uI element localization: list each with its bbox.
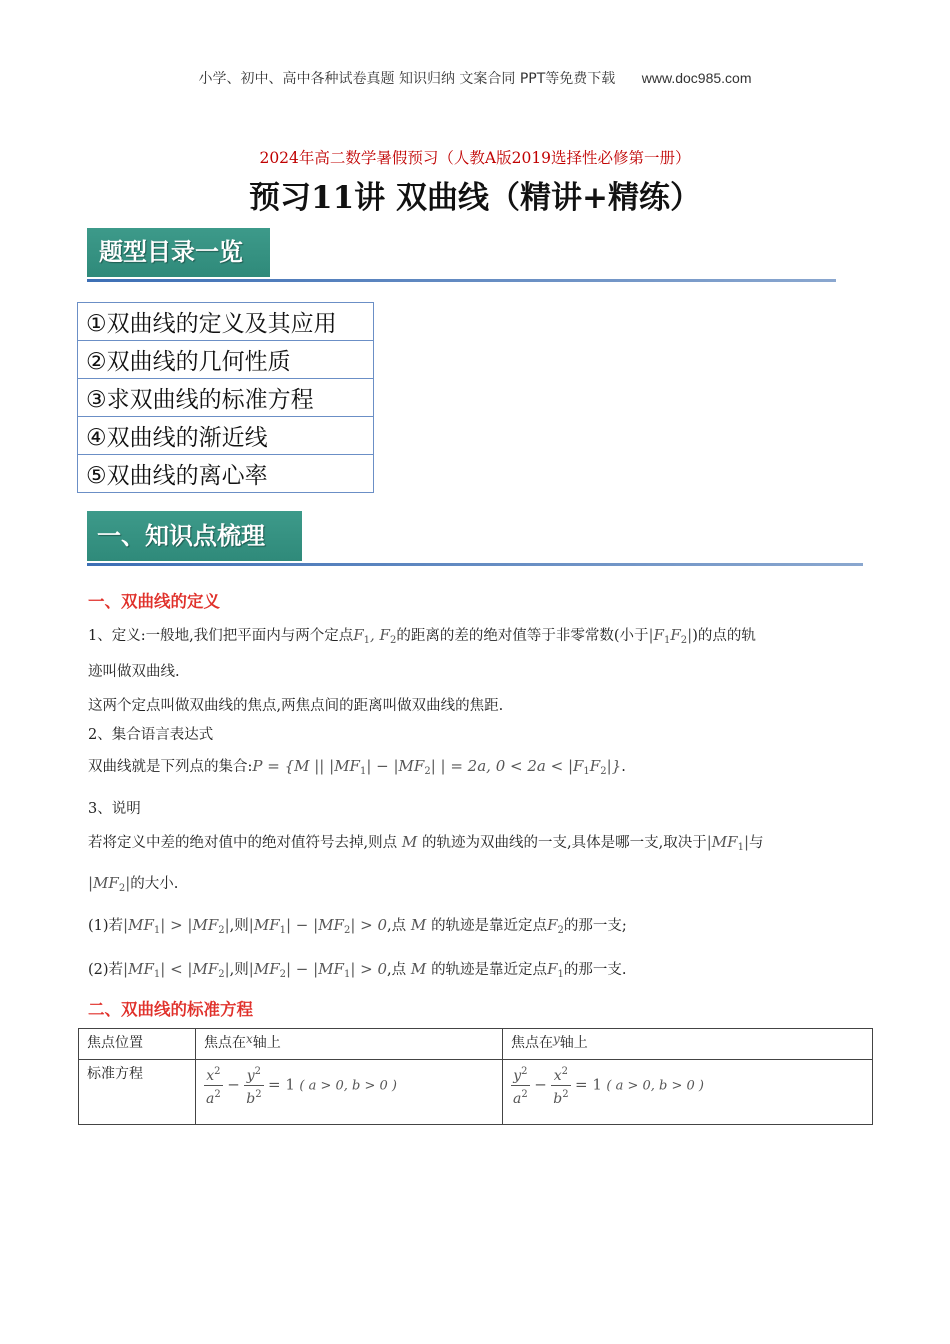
note-line-2: $|MF_2|$的大小. (88, 874, 179, 894)
equation-y-axis: $\frac{y^2}{a^2}$ − $\frac{x^2}{b^2}$ = 1 ( a > 0, b > 0 ) (503, 1060, 873, 1125)
header-focus-y: 焦点在y轴上 (503, 1029, 873, 1060)
toc-divider (87, 279, 836, 282)
note-line-1: 若将定义中差的绝对值中的绝对值符号去掉,则点 M 的轨迹为双曲线的一支,具体是哪一支,取决于$|MF_1|$与 (88, 833, 764, 853)
definition-line-2: 迹叫做双曲线. (88, 664, 180, 680)
case-2-line: (2)若$|MF_1| < |MF_2|$,则$|MF_2| - |MF_1| > 0$,点 M 的轨迹是靠近定点$F_1$的那一支. (88, 960, 627, 980)
doc-subtitle: 2024年高二数学暑假预习（人教A版2019选择性必修第一册） (259, 149, 691, 167)
toc-item: ①双曲线的定义及其应用 (78, 303, 374, 341)
knowledge-section-tag: 一、知识点梳理 (87, 511, 302, 561)
header-focus-position: 焦点位置 (79, 1029, 196, 1060)
row-standard-equation-label: 标准方程 (79, 1060, 196, 1125)
math-f1-f2: $F_1$, $F_2$ (353, 626, 397, 646)
toc-item: ④双曲线的渐近线 (78, 417, 374, 455)
doc-title: 预习11讲 双曲线（精讲+精练） (249, 180, 701, 216)
set-expression-line: 双曲线就是下列点的集合:P = {M || $|MF_1| - |MF_2|$ | = 2a, $0 < 2a < |F_1F_2|$}. (88, 757, 626, 777)
case-1-line: (1)若$|MF_1| > |MF_2|$,则$|MF_1| - |MF_2| > 0$,点 M 的轨迹是靠近定点$F_2$的那一支; (88, 916, 627, 936)
math-set-expression: P = {M || $|MF_1| - |MF_2|$ | = 2a, $0 < 2a < |F_1F_2|$} (252, 757, 622, 777)
toc-item: ⑤双曲线的离心率 (78, 455, 374, 493)
math-abs-f1f2: $|F_1F_2|$ (648, 626, 693, 646)
definition-line-1: 1、定义:一般地,我们把平面内与两个定点$F_1$, $F_2$的距离的差的绝对值等于非零常数(小于$|F_1F_2|$)的点的轨 (88, 626, 756, 646)
toc-section-tag: 题型目录一览 (87, 228, 270, 277)
header-focus-x: 焦点在x轴上 (196, 1029, 503, 1060)
header-site-text: 小学、初中、高中各种试卷真题 知识归纳 文案合同 PPT等免费下载 (198, 71, 616, 87)
standard-equation-heading: 二、双曲线的标准方程 (88, 1000, 253, 1019)
toc-item: ③求双曲线的标准方程 (78, 379, 374, 417)
note-heading: 3、说明 (88, 801, 141, 817)
standard-equation-table (78, 1028, 873, 1125)
set-language-heading: 2、集合语言表达式 (88, 727, 214, 743)
toc-item: ②双曲线的几何性质 (78, 341, 374, 379)
definition-heading: 一、双曲线的定义 (88, 592, 220, 611)
page-header (0, 68, 950, 88)
equation-x-axis: $\frac{x^2}{a^2}$ − $\frac{y^2}{b^2}$ = 1 ( a > 0, b > 0 ) (196, 1060, 503, 1125)
header-url[interactable]: www.doc985.com (641, 70, 752, 86)
definition-line-3: 这两个定点叫做双曲线的焦点,两焦点间的距离叫做双曲线的焦距. (88, 698, 504, 714)
knowledge-divider (87, 563, 863, 566)
toc-table (77, 302, 374, 493)
